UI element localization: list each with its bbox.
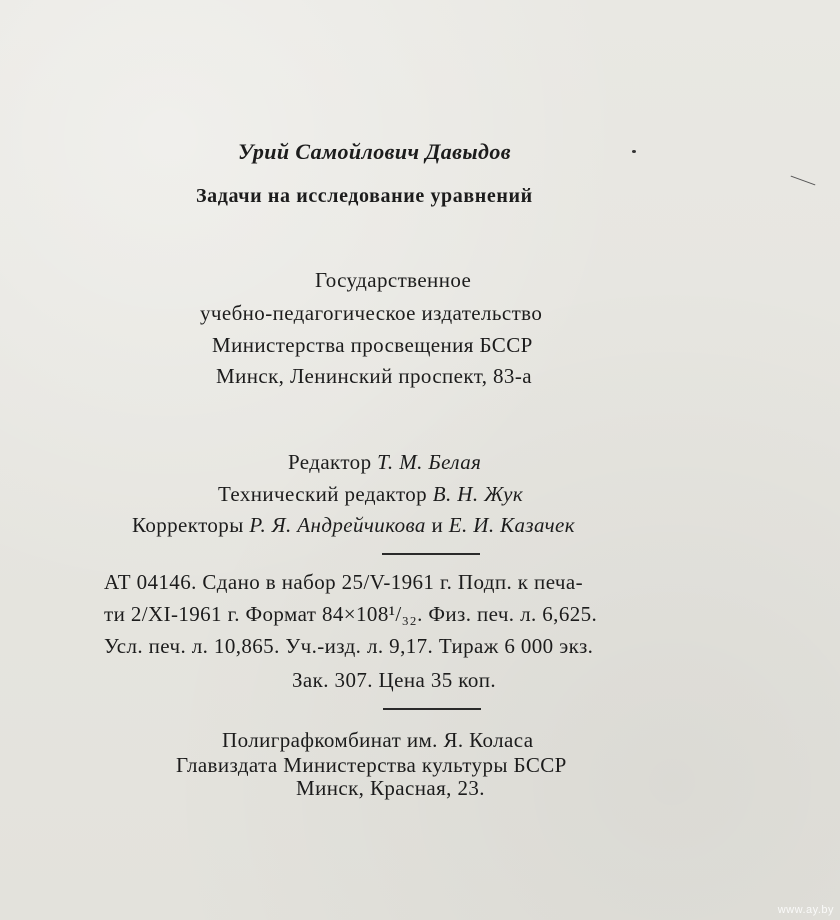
editor-name: Т. М. Белая: [377, 450, 482, 474]
correctors-label: Корректоры: [132, 513, 244, 537]
imprint-line-3: Усл. печ. л. 10,865. Уч.-изд. л. 9,17. Тираж 6 000 экз.: [104, 634, 594, 658]
imprint-line-1: АТ 04146. Сдано в набор 25/V-1961 г. Подп. к печа-: [104, 570, 583, 594]
corrector-2: Е. И. Казачек: [448, 513, 575, 537]
book-title: Задачи на исследование уравнений: [196, 185, 533, 207]
paper-fiber: [791, 176, 816, 186]
printer-line-3: Минск, Красная, 23.: [296, 776, 485, 800]
and-word: и: [431, 513, 444, 537]
publisher-line-2: учебно-педагогическое издательство: [200, 301, 543, 325]
publisher-line-3: Министерства просвещения БССР: [212, 333, 533, 357]
tech-editor-name: В. Н. Жук: [432, 482, 524, 506]
tech-editor-line: [218, 482, 523, 506]
imprint-line-4: Зак. 307. Цена 35 коп.: [292, 668, 497, 692]
imprint-line-2: ти 2/XI-1961 г. Формат 84×108¹/₃₂. Физ. печ. л. 6,625.: [104, 602, 598, 626]
corrector-1: Р. Я. Андрейчикова: [249, 513, 426, 537]
publisher-line-1: Государственное: [315, 268, 472, 292]
publisher-line-4: Минск, Ленинский проспект, 83-а: [216, 364, 532, 388]
editor-label: Редактор: [288, 450, 372, 474]
separator-rule-2: [383, 708, 481, 710]
editor-line: [288, 450, 481, 474]
printer-line-1: Полиграфкомбинат им. Я. Коласа: [222, 728, 534, 752]
correctors-line: [132, 513, 575, 537]
ink-speck: [632, 150, 636, 153]
tech-editor-label: Технический редактор: [218, 482, 428, 506]
author-name: Урий Самойлович Давыдов: [238, 139, 511, 164]
printer-line-2: Главиздата Министерства культуры БССР: [176, 753, 567, 777]
site-watermark: www.ay.by: [777, 904, 834, 916]
separator-rule-1: [382, 553, 480, 555]
